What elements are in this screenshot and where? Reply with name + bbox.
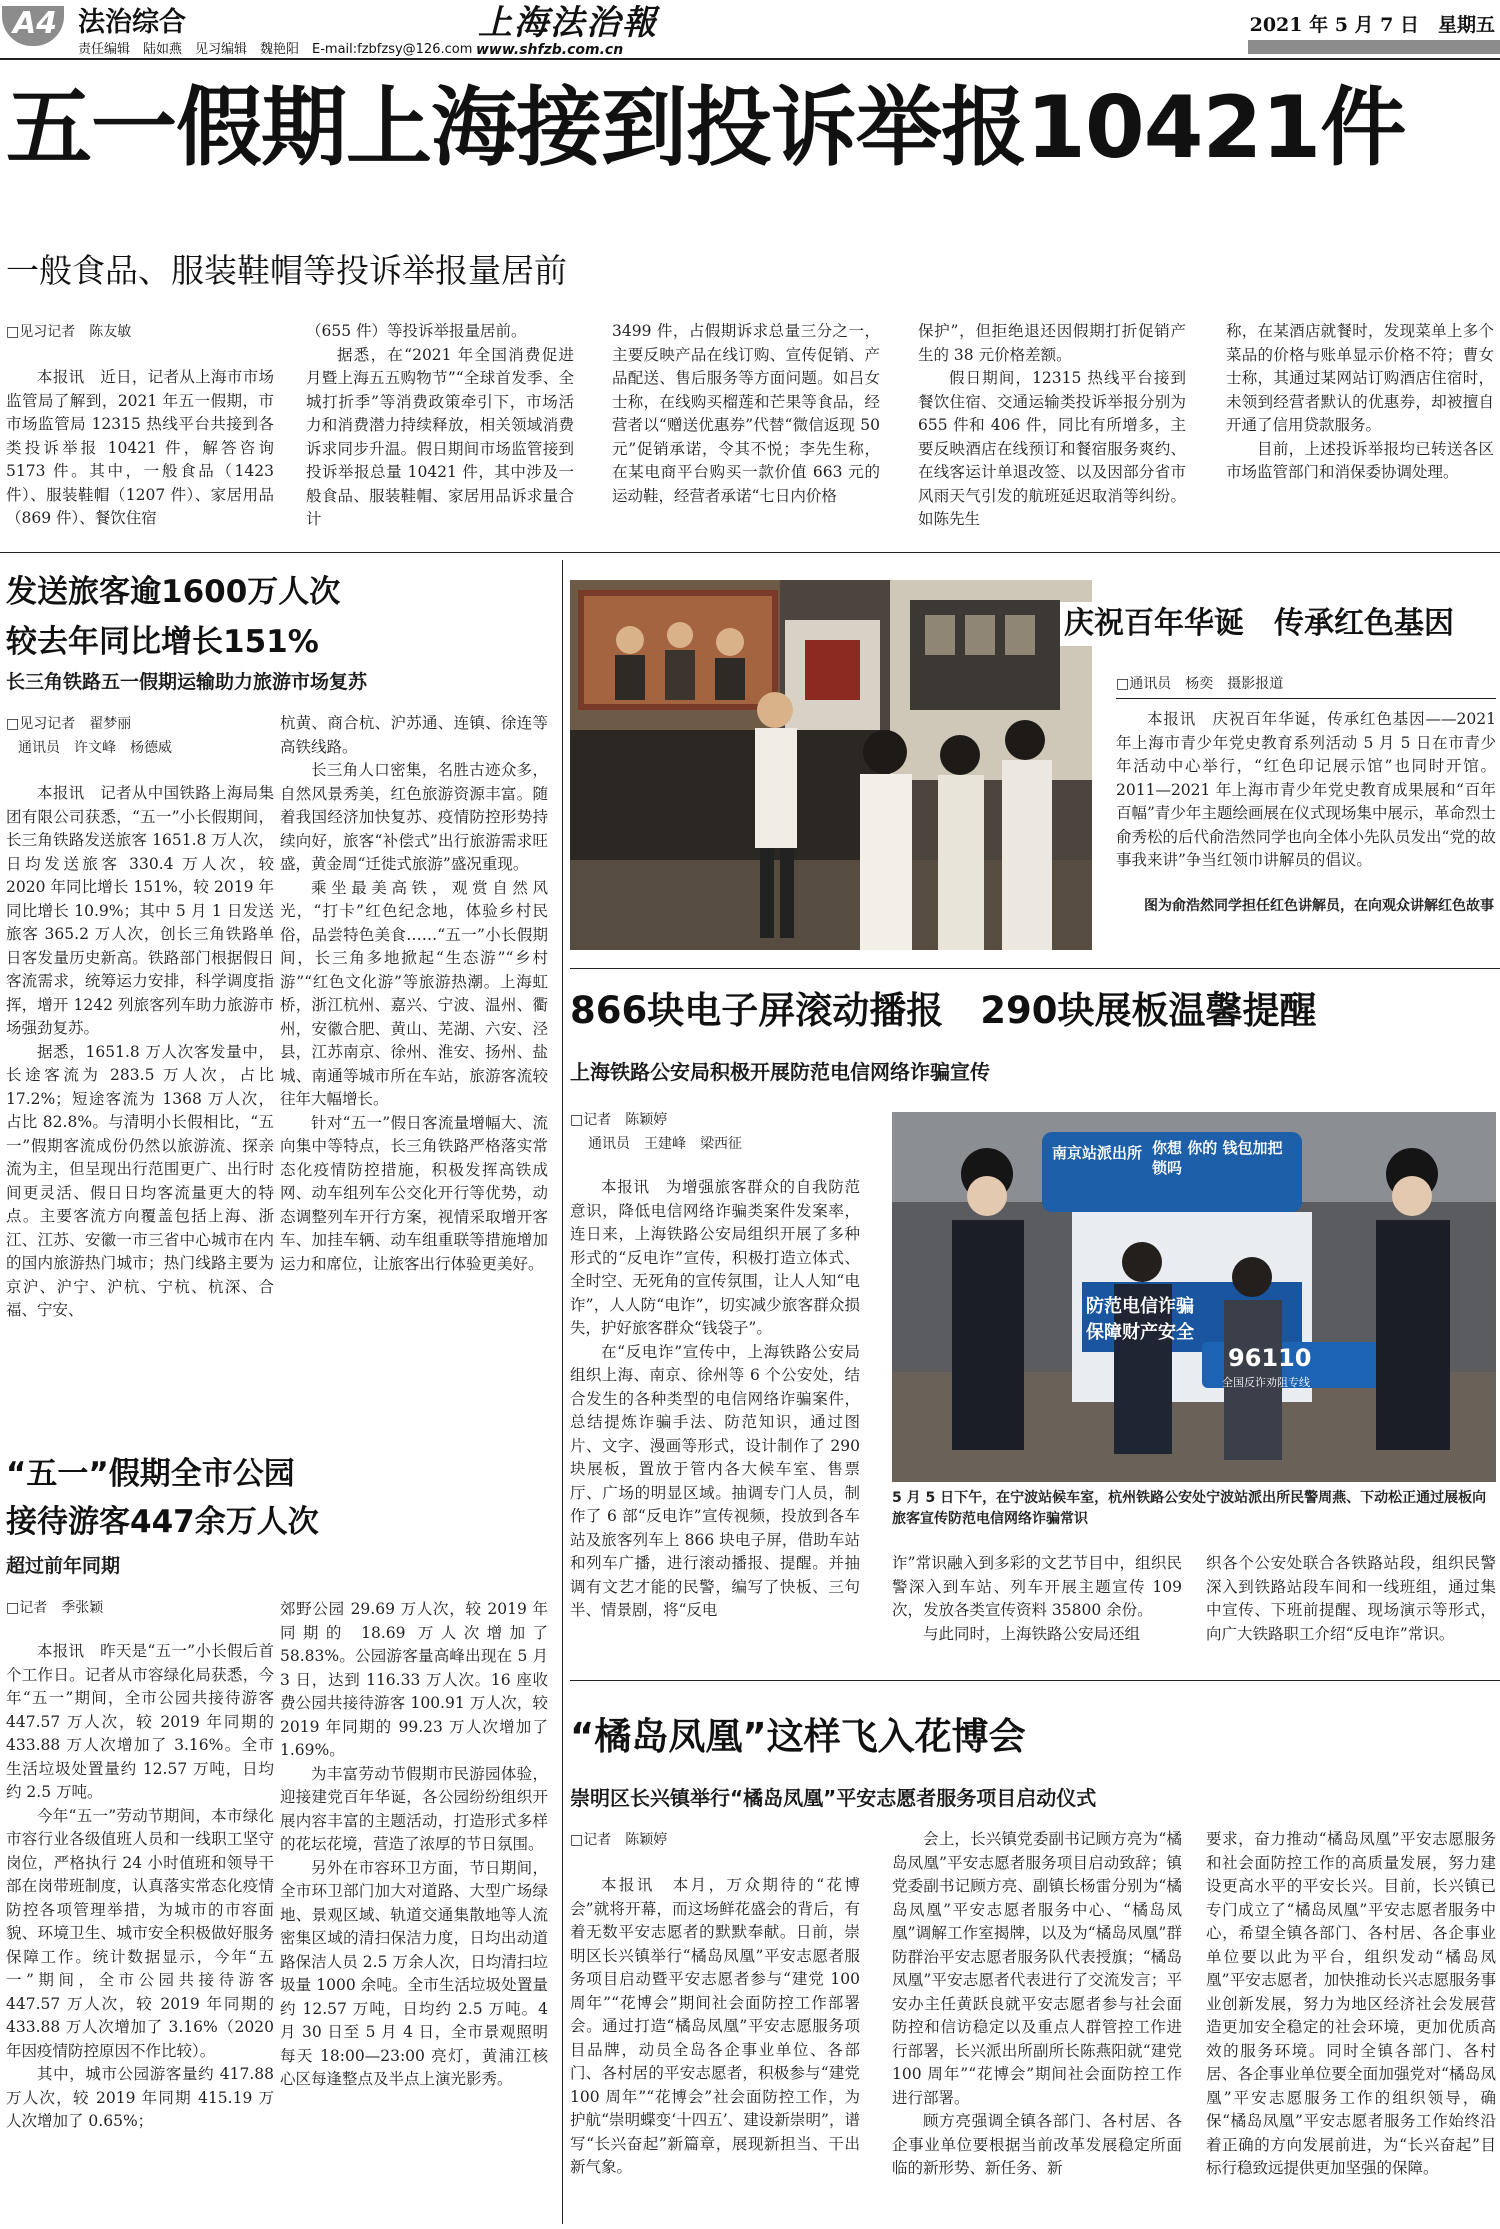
- lead-rule: [0, 552, 1500, 553]
- paragraph: 郊野公园 29.69 万人次，较 2019 年同期的 18.69 万人次增加了 58.83%。公园游客量高峰出现在 5 月 3 日，达到 116.33 万人次。16 座收费公园共接待游客 100.91 万人次，较 2019 年同期的 99.23 万人次增加了 1.69%。: [280, 1600, 548, 1759]
- lead-column-2: [306, 320, 574, 538]
- issue-date: 2021 年 5 月 7 日 星期五: [1249, 14, 1495, 36]
- lead-column-5: [1226, 320, 1494, 538]
- police-byline-1: □记者 陈颖婷: [570, 1112, 668, 1128]
- paragraph: 顾方亮强调全镇各部门、各村居、各企事业单位要根据当前改革发展稳定所面临的新形势、新任务、新: [892, 2112, 1182, 2177]
- photo-sign-slogan: 你想 你的 钱包加把锁吗: [1152, 1139, 1283, 1177]
- paragraph: 杭黄、商合杭、沪苏通、连镇、徐连等高铁线路。: [280, 714, 548, 756]
- paragraph: 在“反电诈”宣传中，上海铁路公安局组织上海、南京、徐州等 6 个公安处，结合发生的各种类型的电信网络诈骗案件，总结提炼诈骗手法、防范知识，通过图片、文字、漫画等形式，设计制作了 290 块展板，置放于管内各大候车室、售票厅、广场的明显区域。抽调专门人员，制作了 6 部“反电诈”宣传视频，投放到各车站及旅客列车上 866 块电子屏，借助车站和列车广播，进行滚动播报、提醒。并抽调有文艺才能的民警，编写了快板、三句半、情景剧，将“反电: [570, 1342, 860, 1619]
- park-byline: □记者 季张颖: [6, 1600, 104, 1616]
- paragraph: 保护”，但拒绝退还因假期打折促销产生的 38 元价格差额。: [918, 322, 1186, 364]
- paragraph: 3499 件，占假期诉求总量三分之一，主要反映产品在线订购、宣传促销、产品配送、售后服务等方面问题。如吕女士称，在线购买榴莲和芒果等食品，经营者以“赠送优惠券”代替“微信返现 50 元”促销承诺，令其不悦；李先生称，在某电商平台购买一款价值 663 元的运动鞋，经营者承诺“七日内价格: [612, 322, 880, 505]
- paragraph: 目前，上述投诉举报均已转送各区市场监管部门和消保委协调处理。: [1226, 439, 1494, 481]
- police-column-2: [892, 1552, 1182, 1668]
- paragraph: 另外在市容环卫方面，节日期间，全市环卫部门加大对道路、大型广场绿地、景观区域、轨道交通集散地等人流密集区域的清扫保洁力度，日均出动道路保洁人员 2.5 万余人次，日均清扫垃圾量 1000 余吨。全市生活垃圾处置量约 12.57 万吨，日均约 2.5 万吨。4 月 30 日至 5 月 4 日，全市景观照明每天 18:00—23:00 亮灯，黄浦江核心区每逢整点及半点上演光影秀。: [280, 1858, 548, 2088]
- photo-board-line-1: 防范电信诈骗: [1086, 1296, 1194, 1317]
- lead-column-4: [918, 320, 1186, 538]
- rail-subheadline: 长三角铁路五一假期运输助力旅游市场复苏: [6, 671, 368, 693]
- rail-headline-2: 较去年同比增长151%: [6, 624, 319, 660]
- paragraph: （655 件）等投诉举报量居前。: [306, 322, 527, 340]
- paragraph: 本报讯 为增强旅客群众的自我防范意识，降低电信网络诈骗类案件发案率，连日来，上海铁路公安局组织开展了多种形式的“反电诈”宣传，积极打造立体式、全时空、无死角的宣传氛围，让人人知“电诈”，人人防“电诈”，切实减少旅客群众损失，护好旅客群众“钱袋子”。: [570, 1178, 860, 1337]
- exhibition-photo-drawing: [570, 580, 1092, 950]
- phoenix-column-1: [570, 1874, 860, 2226]
- red-headline: 庆祝百年华诞 传承红色基因: [1060, 602, 1458, 646]
- paragraph: 织各个公安处联合各铁路站段，组织民警深入到铁路站段车间和一线班组，通过集中宣传、下班前提醒、现场演示等形式，向广大铁路职工介绍“反电诈”常识。: [1206, 1554, 1496, 1643]
- police-byline-2: 通讯员 王建峰 梁西征: [588, 1136, 742, 1152]
- photo-board-line-2: 保障财产安全: [1086, 1322, 1194, 1343]
- rail-byline-1: □见习记者 翟梦丽: [6, 716, 132, 732]
- police-column-1: [570, 1176, 860, 1668]
- park-column-2: [280, 1598, 548, 2224]
- exhibition-photo: [570, 580, 1092, 950]
- police-story-rule: [570, 1680, 1500, 1681]
- rail-byline-2: 通讯员 许文峰 杨德威: [18, 740, 172, 756]
- paragraph: 与此同时，上海铁路公安局还组: [923, 1624, 1141, 1643]
- page-number: A4: [12, 6, 58, 41]
- rail-column-2: [280, 712, 548, 1468]
- anti-fraud-photo: [892, 1112, 1496, 1482]
- rail-headline-1: 发送旅客逾1600万人次: [6, 574, 341, 610]
- paragraph: 本报讯 近日，记者从上海市市场监管局了解到，2021 年五一假期，市市场监管局 12315 热线平台共接到各类投诉举报 10421 件，解答咨询 5173 件。其中，一般食品（1423 件）、服装鞋帽（1207 件）、家居用品（869 件）、餐饮住宿: [6, 368, 274, 527]
- park-subheadline: 超过前年同期: [6, 1555, 121, 1577]
- paragraph: 本报讯 庆祝百年华诞，传承红色基因——2021 年上海市青少年党史教育系列活动 5 月 5 日在市青少年活动中心举行，“红色印记展示馆”也同时开馆。2011—2021 年上海市青少年党史教育成果展和“百年百幅”青少年主题绘画展在仪式现场集中展示，革命烈士俞秀松的后代俞浩然同学也向全体小先队员发出“党的故事我来讲”争当红领巾讲解员的倡议。: [1116, 710, 1496, 869]
- paragraph: 本报讯 记者从中国铁路上海局集团有限公司获悉，“五一”小长假期间，长三角铁路发送旅客 1651.8 万人次，日均发送旅客 330.4 万人次，较 2020 年同比增长 151%，较 2019 年同比增长 10.9%；其中 5 月 1 日发送旅客 365.2 万人次，创长三角铁路单日客发量历史新高。铁路部门根据假日客流需求，统筹运力安排，科学调度指挥，增开 1242 列旅客列车助力旅游市场强劲复苏。: [6, 784, 274, 1037]
- paragraph: 长三角人口密集，名胜古迹众多，自然风景秀美，红色旅游资源丰富。随着我国经济加快复苏、疫情防控形势持续向好，旅客“补偿式”出行旅游需求旺盛，黄金周“迁徙式旅游”盛况重现。: [280, 761, 548, 873]
- lead-column-1: [6, 366, 274, 538]
- police-headline: 866块电子屏滚动播报 290块展板温馨提醒: [570, 989, 1317, 1032]
- phoenix-column-2: [892, 1828, 1182, 2226]
- red-byline: □通讯员 杨奕 摄影报道: [1116, 676, 1284, 692]
- paragraph: 假日期间，12315 热线平台接到餐饮住宿、交通运输类投诉举报分别为 655 件和 406 件，同比有所增多，主要反映酒店在线预订和餐宿服务爽约、在线客运计单退改签、以及因部分省市风雨天气引发的航班延迟取消等纠纷。如陈先生: [918, 369, 1186, 528]
- editors-line: 责任编辑 陆如燕 见习编辑 魏艳阳 E-mail:fzbfzsy@126.com: [78, 42, 473, 57]
- column-divider: [562, 560, 563, 2224]
- phoenix-headline: “橘岛凤凰”这样飞入花博会: [570, 1715, 1026, 1758]
- lead-byline: □见习记者 陈友敏: [6, 324, 132, 340]
- red-photo-caption: 图为俞浩然同学担任红色讲解员，在向观众讲解红色故事: [1144, 898, 1494, 914]
- paragraph: 乘坐最美高铁，观赏自然风光，“打卡”红色纪念地，体验乡村民俗，品尝特色美食……“五一”小长假期间，长三角多地掀起“生态游”“乡村游”“红色文化游”等旅游热潮。上海虹桥，浙江杭州、嘉兴、宁波、温州、衢州，安徽合肥、黄山、芜湖、六安、泾县，江苏南京、徐州、淮安、扬州、盐城、南通等城市所在车站，旅游客流较往年大幅增长。: [280, 878, 548, 1108]
- paragraph: 据悉，1651.8 万人次客发量中，长途客流为 283.5 万人次，占比 17.2%；短途客流为 1368 万人次，占比 82.8%。与清明小长假相比，“五一”假期客流成份仍然以旅游流、探亲流为主，但呈现出行范围更广、出行时间更灵活、假日日均客流量更大的特点。主要客流方向覆盖包括上海、浙江、江苏、安徽一市三省中心城市在内的国内旅游热门城市；热门线路主要为京沪、沪宁、沪杭、宁杭、杭深、合福、宁安、: [6, 1042, 274, 1319]
- photo-hotline-sub: 全国反诈劝阻专线: [1222, 1376, 1310, 1389]
- header-rule: [0, 58, 1500, 60]
- section-name: 法治综合: [78, 7, 186, 38]
- paragraph: 据悉，在“2021 年全国消费促进月暨上海五五购物节”“全球首发季、全城打折季”等消费政策牵引下，市场活力和消费潜力持续释放，相关领域消费诉求同步升温。假日期间市场监管接到投诉举报总量 10421 件，其中涉及一般食品、服装鞋帽、家居用品诉求量合计: [306, 345, 574, 528]
- red-body: [1116, 708, 1496, 888]
- police-subheadline: 上海铁路公安局积极开展防范电信网络诈骗宣传: [570, 1060, 990, 1084]
- paragraph: 会上，长兴镇党委副书记顾方亮为“橘岛凤凰”平安志愿者服务项目启动致辞；镇党委副书记顾方亮、副镇长杨雷分别为“橘岛凤凰”平安志愿者服务中心、“橘岛凤凰”调解工作室揭牌，以及为“橘岛凤凰”群防群治平安志愿者服务队代表授旗；“橘岛凤凰”平安志愿者代表进行了交流发言；平安办主任黄跃良就平安志愿者参与社会面防控和信访稳定以及重点人群管控工作进行部署，长兴派出所副所长陈燕阳就“建党 100 周年”“花博会”期间社会面防控工作进行部署。: [892, 1830, 1182, 2107]
- paragraph: 本报讯 昨天是“五一”小长假后首个工作日。记者从市容绿化局获悉，今年“五一”期间，全市公园共接待游客 447.57 万人次，较 2019 年同期的 433.88 万人次增加了 3.16%。全市生活垃圾处置量约 12.57 万吨，日均约 2.5 万吨。: [6, 1642, 274, 1801]
- lead-subheadline: 一般食品、服装鞋帽等投诉举报量居前: [6, 251, 567, 290]
- park-headline-2: 接待游客447余万人次: [6, 1504, 319, 1540]
- red-story-rule: [570, 968, 1500, 969]
- lead-column-3: [612, 320, 880, 538]
- paragraph: 要求，奋力推动“橘岛凤凰”平安志愿服务和社会面防控工作的高质量发展，努力建设更高水平的平安长兴。目前，长兴镇已专门成立了“橘岛凤凰”平安志愿者服务中心，希望全镇各部门、各村居、各企事业单位要以此为平台，组织发动“橘岛凤凰”平安志愿者，加快推动长兴志愿服务事业创新发展，努力为地区经济社会发展营造更加安全稳定的社会环境，更加优质高效的服务环境。同时全镇各部门、各村居、各企事业单位要全面加强党对“橘岛凤凰”平安志愿服务工作的组织领导，确保“橘岛凤凰”平安志愿者服务工作始终沿着正确的方向发展前进，为“长兴奋起”目标行稳致远提供更加坚强的保障。: [1206, 1830, 1496, 2177]
- phoenix-subheadline: 崇明区长兴镇举行“橘岛凤凰”平安志愿者服务项目启动仪式: [570, 1786, 1097, 1810]
- phoenix-column-3: [1206, 1828, 1496, 2226]
- paragraph: 本报讯 本月，万众期待的“花博会”就将开幕，而这场鲜花盛会的背后，有着无数平安志愿者的默默奉献。日前，崇明区长兴镇举行“橘岛凤凰”平安志愿者服务项目启动暨平安志愿者参与“建党 100 周年”“花博会”期间社会面防控工作部署会。通过打造“橘岛凤凰”平安志愿服务项目品牌，动员全岛各企事业单位、各部门、各村居的平安志愿者，积极参与“建党 100 周年”“花博会”社会面防控工作，为护航“崇明蝶变‘十四五’、建设新崇明”，谱写“长兴奋起”新篇章，展现新担当、干出新气象。: [570, 1876, 860, 2176]
- paragraph: 称，在某酒店就餐时，发现菜单上多个菜品的价格与账单显示价格不符；曹女士称，其通过某网站订购酒店住宿时，未领到经营者默认的优惠券，却被擅自开通了信用贷款服务。: [1226, 322, 1494, 434]
- photo-hotline: 96110: [1228, 1344, 1312, 1372]
- website: www.shfzb.com.cn: [476, 42, 624, 58]
- lead-headline: 五一假期上海接到投诉举报10421件: [6, 78, 1406, 178]
- police-column-3: [1206, 1552, 1496, 1668]
- photo-sign-station: 南京站派出所: [1052, 1144, 1143, 1162]
- park-headline-1: “五一”假期全市公园: [6, 1456, 295, 1492]
- paragraph: 诈”常识融入到多彩的文艺节目中，组织民警深入到车站、列车开展主题宣传 109 次，发放各类宣传资料 35800 余份。: [892, 1554, 1182, 1619]
- rail-column-1: [6, 782, 274, 1468]
- paragraph: 针对“五一”假日客流量增幅大、流向集中等特点，长三角铁路严格落实常态化疫情防控措施，积极发挥高铁成网、动车组列车公交化开行等优势，动态调整列车开行方案，视情采取增开客车、加挂车辆、动车组重联等措施增加运力和席位，让旅客出行体验更美好。: [280, 1113, 548, 1273]
- paragraph: 其中，城市公园游客量约 417.88 万人次，较 2019 年同期 415.19 万人次增加了 0.65%；: [6, 2065, 274, 2130]
- header-gray-bar: [1248, 40, 1500, 54]
- paragraph: 为丰富劳动节假期市民游园体验，迎接建党百年华诞，各公园纷纷组织开展内容丰富的主题活动，打造形式多样的花坛花境，营造了浓厚的节日氛围。: [280, 1764, 548, 1853]
- anti-fraud-photo-caption: 5 月 5 日下午，在宁波站候车室，杭州铁路公安处宁波站派出所民警周燕、下动松正通过展板向旅客宣传防范电信网络诈骗常识: [892, 1490, 1487, 1527]
- paragraph: 今年“五一”劳动节期间，本市绿化市容行业各级值班人员和一线职工坚守岗位，严格执行 24 小时值班和领导干部在岗带班制度，认真落实常态化疫情防控各项管理举措，为城市的市容面貌、环境卫生、城市安全积极做好服务保障工作。统计数据显示，今年“五一”期间，全市公园共接待游客 447.57 万人次，较 2019 年同期的 433.88 万人次增加了 3.16%（2020 年因疫情防控原因不作比较）。: [6, 1806, 274, 2060]
- phoenix-byline: □记者 陈颖婷: [570, 1832, 668, 1848]
- red-byline-rule: [1116, 698, 1496, 699]
- masthead-logo: 上海法治報: [478, 3, 658, 43]
- park-column-1: [6, 1640, 274, 2224]
